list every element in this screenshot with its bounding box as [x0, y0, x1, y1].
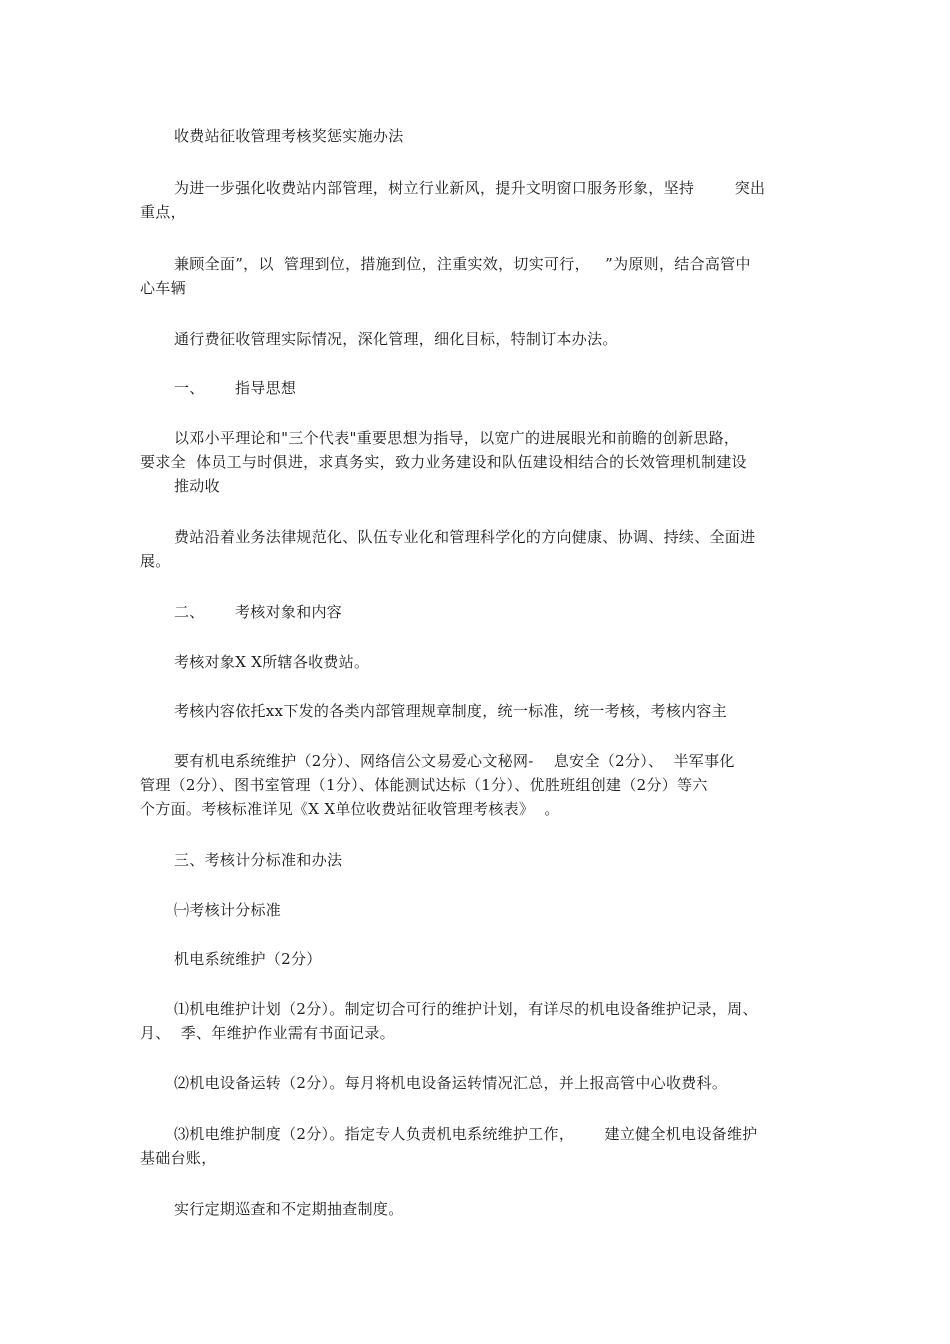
item-heading: 机电系统维护（2分） [174, 950, 322, 968]
paragraph-line: 考核内容依托xx下发的各类内部管理规章制度，统一标准，统一考核，考核内容主 [174, 702, 728, 720]
paragraph-line: ⑶机电维护制度（2分）。指定专人负责机电系统维护工作， 建立健全机电设备维护 [174, 1125, 758, 1143]
paragraph-line: 推动收 [174, 477, 220, 495]
paragraph-line: 管理（2分）、图书室管理（1分）、体能测试达标（1分）、优胜班组创建（2分）等六 [140, 776, 708, 794]
paragraph-line: 基础台账， [140, 1149, 217, 1167]
paragraph-line: 兼顾全面”，以 管理到位，措施到位，注重实效，切实可行， ”为原则，结合高管中 [174, 255, 751, 273]
subsection-heading: ㈠考核计分标准 [174, 901, 282, 919]
paragraph-line: 心车辆 [140, 279, 186, 297]
paragraph-line: 要求全 体员工与时俱进，求真务实，致力业务建设和队伍建设相结合的长效管理机制建设 [140, 453, 747, 471]
paragraph-line: 重点， [140, 203, 186, 221]
document-title: 收费站征收管理考核奖惩实施办法 [174, 127, 404, 145]
paragraph-line: 考核对象X X所辖各收费站。 [174, 653, 370, 671]
paragraph-line: 以邓小平理论和"三个代表"重要思想为指导，以宽广的进展眼光和前瞻的创新思路， [174, 429, 740, 447]
section-heading: 二、 考核对象和内容 [174, 603, 343, 621]
paragraph-line: 通行费征收管理实际情况，深化管理，细化目标，特制订本办法。 [174, 330, 618, 348]
paragraph-line: 实行定期巡查和不定期抽查制度。 [174, 1200, 404, 1218]
paragraph-line: 费站沿着业务法律规范化、队伍专业化和管理科学化的方向健康、协调、持续、全面进 [174, 528, 756, 546]
paragraph-line: 展。 [140, 552, 171, 570]
paragraph-line: ⑴机电维护计划（2分）。制定切合可行的维护计划，有详尽的机电设备维护记录，周、 [174, 1000, 758, 1018]
section-heading: 一、 指导思想 [174, 379, 297, 397]
paragraph-line: 要有机电系统维护（2分）、网络信公文易爱心文秘网- 息安全（2分）、 半军事化 [174, 752, 735, 770]
paragraph-line: ⑵机电设备运转（2分）。每月将机电设备运转情况汇总，并上报高管中心收费科。 [174, 1074, 728, 1092]
paragraph-line: 月、 季、年维护作业需有书面记录。 [140, 1024, 395, 1042]
paragraph-line: 为进一步强化收费站内部管理，树立行业新风，提升文明窗口服务形象，坚持 突出 [174, 179, 766, 197]
section-heading: 三、考核计分标准和办法 [174, 851, 343, 869]
paragraph-line: 个方面。考核标准详见《X X单位收费站征收管理考核表》 。 [140, 800, 560, 818]
